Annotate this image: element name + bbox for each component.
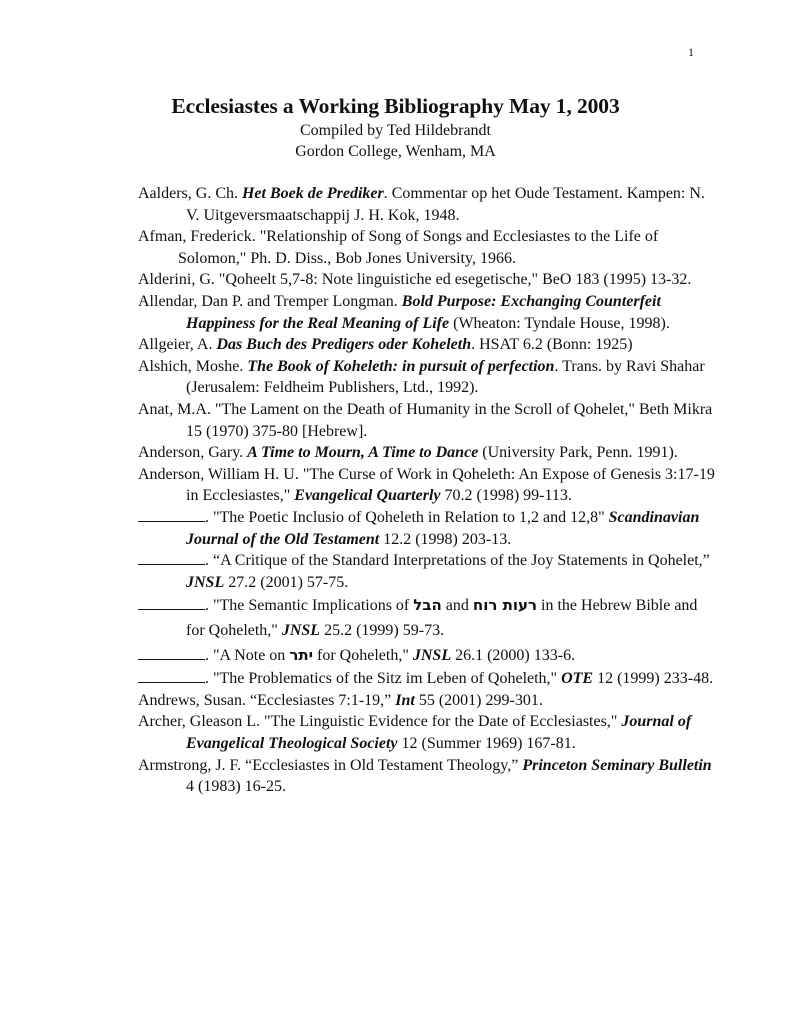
institution: Gordon College, Wenham, MA: [295, 143, 496, 160]
bibliography-entry: Anat, M.A. "The Lament on the Death of Humanity in the Scroll of Qohelet," Beth Mikra 15 (1970) 375-80 [Hebrew].: [138, 400, 713, 440]
ditto-rule: [138, 669, 205, 683]
hebrew-term: יתר: [289, 646, 314, 665]
bibliography-entry: . "The Problematics of the Sitz im Leben of Qoheleth," OTE 12 (1999) 233-48.: [138, 668, 718, 690]
hebrew-term: הבל: [413, 596, 442, 615]
compiled-by: Compiled by Ted Hildebrandt: [300, 122, 491, 139]
bibliography-entry: . "The Semantic Implications of הבל and רעות רוח in the Hebrew Bible and for Qoheleth," JNSL 25.2 (1999) 59-73.: [138, 593, 718, 643]
bibliography-entry: Aalders, G. Ch. Het Boek de Prediker. Commentar op het Oude Testament. Kampen: N. V. Uitgeversmaatschappij J. H. Kok, 1948.: [138, 185, 705, 224]
bibliography-entry: Anderson, Gary. A Time to Mourn, A Time to Dance (University Park, Penn. 1991).: [138, 444, 678, 462]
page-number: 1: [688, 45, 694, 59]
ditto-rule: [138, 551, 205, 565]
bibliography-entry: Alshich, Moshe. The Book of Koheleth: in pursuit of perfection. Trans. by Ravi Shahar (Jerusalem: Feldheim Publishers, Ltd., 1992).: [138, 357, 705, 397]
bibliography-entry: Allendar, Dan P. and Tremper Longman. Bold Purpose: Exchanging Counterfeit Happiness for the Real Meaning of Life (Wheaton: Tyndale House, 1998).: [138, 292, 670, 332]
bibliography-entry: Allgeier, A. Das Buch des Predigers oder Koheleth. HSAT 6.2 (Bonn: 1925): [138, 336, 633, 354]
bibliography-entry: Anderson, William H. U. "The Curse of Work in Qoheleth: An Expose of Genesis 3:17-19 in Ecclesiastes," Evangelical Quarterly 70.2 (1998) 99-113.: [138, 465, 715, 505]
bibliography-entry: Afman, Frederick. "Relationship of Song of Songs and Ecclesiastes to the Life of Solomon," Ph. D. Diss., Bob Jones University, 1966.: [138, 228, 659, 267]
page-title: Ecclesiastes a Working Bibliography May 1, 2003: [171, 94, 620, 118]
bibliography-list: [138, 183, 718, 798]
ditto-rule: [138, 508, 205, 522]
bibliography-entry: Alderini, G. "Qoheelt 5,7-8: Note linguistiche ed esegetische," BeO 183 (1995) 13-32.: [138, 271, 692, 289]
bibliography-entry: Armstrong, J. F. “Ecclesiastes in Old Testament Theology,” Princeton Seminary Bulletin 4 (1983) 16-25.: [138, 756, 712, 796]
ditto-rule: [138, 596, 205, 610]
bibliography-entry: . "A Note on יתר for Qoheleth," JNSL 26.1 (2000) 133-6.: [138, 643, 718, 668]
bibliography-entry: . “A Critique of the Standard Interpretations of the Joy Statements in Qohelet,” JNSL 27.2 (2001) 57-75.: [138, 550, 718, 593]
ditto-rule: [138, 646, 205, 660]
bibliography-entry: Andrews, Susan. “Ecclesiastes 7:1-19,” Int 55 (2001) 299-301.: [138, 691, 543, 709]
bibliography-entry: . "The Poetic Inclusio of Qoheleth in Relation to 1,2 and 12,8" Scandinavian Journal of the Old Testament 12.2 (1998) 203-13.: [138, 507, 718, 550]
bibliography-entry: Archer, Gleason L. "The Linguistic Evidence for the Date of Ecclesiastes," Journal of Evangelical Theological Society 12 (Summer 1969) 167-81.: [138, 713, 692, 753]
hebrew-term: רעות רוח: [472, 596, 538, 615]
